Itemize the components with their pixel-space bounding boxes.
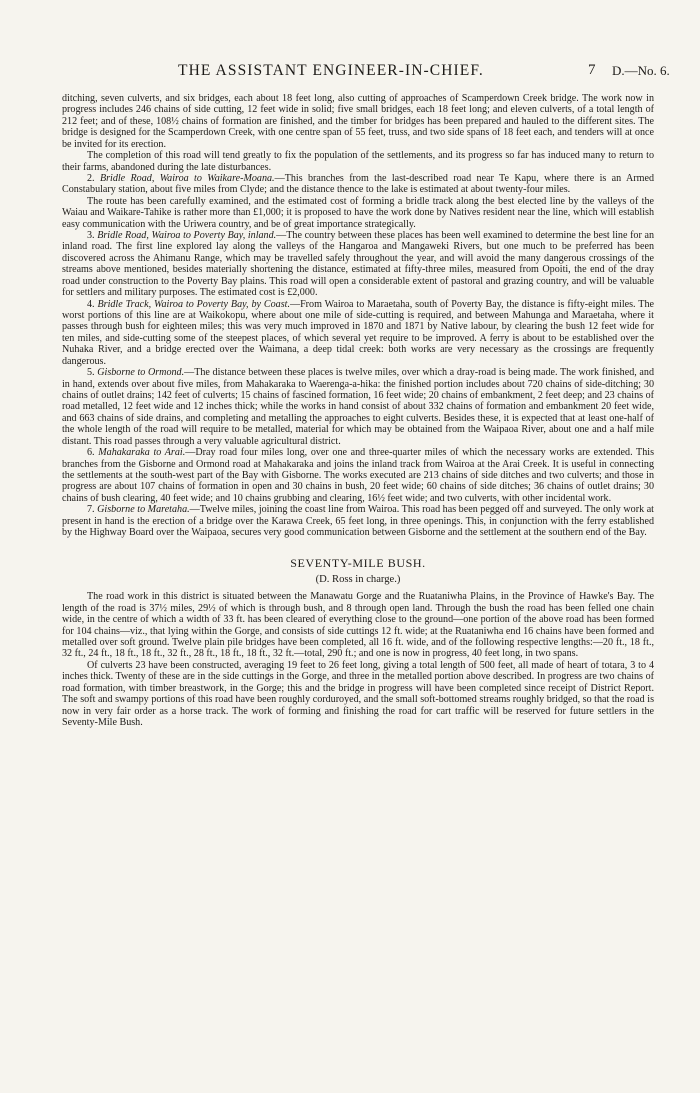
paragraph-heading: Gisborne to Maretaha.: [97, 504, 190, 516]
document-reference: D.—No. 6.: [612, 63, 670, 78]
paragraph-heading: Bridle Road, Wairoa to Waikare-Moana.: [99, 172, 275, 184]
paragraph: The completion of this road will tend greatly to fix the population of the settlements, and its progress so far has induced many to return to their farms, abandoned during the late disturbances.: [62, 150, 654, 173]
running-head: [0, 62, 700, 82]
paragraph-heading: Mahakaraka to Arai.: [98, 447, 186, 459]
paragraph: The route has been carefully examined, and the estimated cost of forming a bridle track along the best elected line by the valleys of the Waiau and Waikare-Tahike is rather more than £1,000; it is proposed to have the work done by Natives resident near the line, which will establish easy communication with the Uriwera country, and be of great importance strategically.: [62, 195, 654, 230]
paragraph: 2. Bridle Road, Wairoa to Waikare-Moana.—This branches from the last-described road near Te Kapu, where there is an Armed Constabulary station, about five miles from Clyde; and the distance thence to the lake is estimated at about twenty-four miles.: [62, 172, 655, 196]
section-title: SEVENTY-MILE BUSH.: [290, 556, 426, 571]
paragraph: 7. Gisborne to Maretaha.—Twelve miles, joining the coast line from Wairoa. This road has been pegged off and surveyed. The only work at present in hand is the erection of a bridge over the Karawa Creek, 65 feet long, in three openings. This, in conjunction with the ferry established by the Highway Board over the Waipaoa, secures very good communication between Gisborne and the settlement at the southern end of the Bay.: [62, 504, 654, 539]
paragraph: 5. Gisborne to Ormond.—The distance between these places is twelve miles, over which a dray-road is being made. The work finished, and in hand, extends over about five miles, from Mahakaraka to Waerenga-a-hika: the finished portion includes about 720 chains of side-ditching; 30 chains of outlet drains; 142 feet of culverts; 15 chains of fascined formation, 16 feet wide; 20 chains of embankment, 2 feet deep; and 23 chains of road metalled, 12 feet wide and 12 inches thick; while the works in hand consist of about 332 chains of formation and embankment 20 feet wide, and 663 chains of side drains, and completing and metalling the approaches to eight culverts. Besides these, it is expected that at least one-half of the whole length of the road will require to be metalled, material for which may be obtained from the Waipaoa River, about one and a half mile distant. This road passes through a very valuable agricultural district.: [62, 367, 654, 447]
body-text: [62, 93, 654, 728]
section-subtitle: (D. Ross in charge.): [315, 573, 401, 585]
paragraph-heading: Gisborne to Ormond.: [97, 367, 185, 379]
paragraph-heading: Bridle Road, Wairoa to Poverty Bay, inland.: [97, 230, 277, 242]
paragraph: 6. Mahakaraka to Arai.—Dray road four miles long, over one and three-quarter miles of which the necessary works are extended. This branches from the Gisborne and Ormond road at Mahakaraka and joins the inland track from Wairoa at the Arai Creek. It is useful in connecting the settlements at the south-west part of the Bay with Gisborne. The works executed are 213 chains of side ditches and two culverts; and those in progress are about 107 chains of formation in open and 30 chains in bush, 20 feet wide; 60 chains of side ditches; 36 chains of outlet drains; 30 chains of bush clearing, 40 feet wide; and 10 chains grubbing and clearing, 16½ feet wide; and two culverts, with other incidental work.: [62, 447, 654, 504]
paragraph-heading: Bridle Track, Wairoa to Poverty Bay, by Coast.: [97, 298, 290, 310]
page-number: 7: [588, 62, 596, 78]
paragraph: ditching, seven culverts, and six bridges, each about 18 feet long, also cutting of approaches of Scamperdown Creek bridge. The work now in progress includes 246 chains of side cutting, 12 feet wide in solid; five small bridges, each 18 feet long; and eleven culverts, of a total length of 212 feet; and of these, 108½ chains of formation are finished, and the timber for bridges has been prepared and hauled to the different sites. The bridge is designed for the Scamperdown Creek, with one centre span of 55 feet, truss, and two side spans of 18 feet each, and tenders will at once be invited for its erection.: [62, 93, 654, 150]
running-head-title: THE ASSISTANT ENGINEER-IN-CHIEF.: [178, 62, 484, 79]
paragraph: Of culverts 23 have been constructed, averaging 19 feet to 26 feet long, giving a total length of 500 feet, all made of heart of totara, 3 to 4 inches thick. Twenty of these are in the side cuttings in the Gorge, and three in the metalled portion above described. In progress are two chains of road formation, with timber breastwork, in the Gorge; this and the bridge in progress will have been completed since receipt of District Report. The soft and swampy portions of this road have been roughly corduroyed, and the small soft-bottomed streams roughly bridged, so that the road is now in very fair order as a horse track. The work of forming and finishing the road for cart traffic will be reserved for future settlers in the Seventy-Mile Bush.: [62, 659, 654, 728]
paragraph: 4. Bridle Track, Wairoa to Poverty Bay, by Coast.—From Wairoa to Maraetaha, south of Poverty Bay, the distance is fifty-eight miles. The worst portions of this line are at Waikokopu, where about one mile of side-cutting is required, and between Mahunga and Maraetaha, where it passes through bush for eighteen miles; this was very much improved in 1870 and 1871 by Native labour, by clearing the bush 12 feet wide for ten miles, and side-cutting some of the steepest places, of which several yet require to be improved. A ferry is about to be established over the Nuhaka River, and a bridge erected over the Waimana, a deep tidal creek: both works are very necessary as the crossings are frequently dangerous.: [62, 298, 654, 367]
paragraph: The road work in this district is situated between the Manawatu Gorge and the Ruataniwha Plains, in the Province of Hawke's Bay. The length of the road is 37½ miles, 29½ of which is through bush, and 8 through open land. Through the bush the road has been felled one chain wide, in the centre of which a width of 33 ft. has been cleared of everything close to the ground—one portion of the above road has been formed for 104 chains—viz., that lying within the Gorge, and consists of side cuttings 12 ft. wide; at the Ruataniwha end 16 chains have been formed and metalled over soft ground. Twelve plain pile bridges have been completed, all 16 ft. wide, and of the following respective lengths:—20 ft., 18 ft., 32 ft., 24 ft., 18 ft., 18 ft., 32 ft., 28 ft., 18 ft., 18 ft., 32 ft.—total, 290 ft.; and one is now in progress, 40 feet long, in two spans.: [62, 591, 654, 660]
paragraph: 3. Bridle Road, Wairoa to Poverty Bay, inland.—The country between these places has been well examined to determine the best line for an inland road. The first line explored lay along the valleys of the Hangaroa and Mangaweki Rivers, but one much to be preferred has been discovered across the Ahimanu Range, which may be travelled safely throughout the year, and will avoid the many dangerous crossings of the streams above mentioned, besides materially shortening the distance, estimated at fifty-three miles, measured from Opoiti, the end of the dray road under construction to the Poverty Bay plains. This road will open a considerable extent of pastoral and grazing country, and will be valuable for settlers and military purposes. The estimated cost is £2,000.: [62, 230, 654, 299]
